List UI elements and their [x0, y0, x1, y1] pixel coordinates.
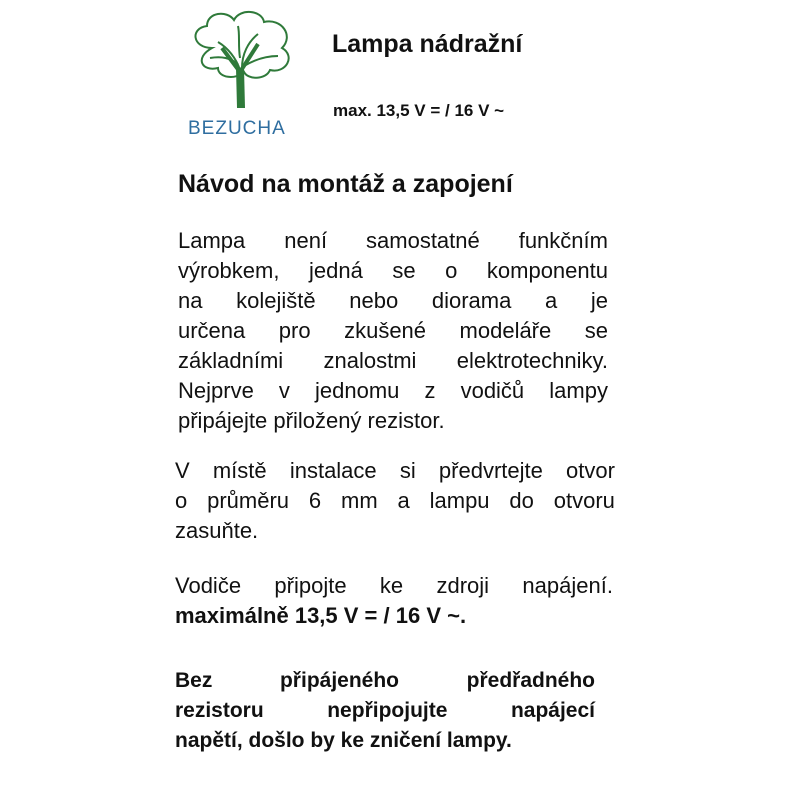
paragraph-line: na kolejiště nebo diorama a je: [178, 288, 608, 313]
company-logo: [182, 8, 300, 148]
max-voltage-line: maximálně 13,5 V = / 16 V ~.: [175, 603, 467, 628]
warning-line: Bez připájeného předřadného: [175, 669, 595, 692]
logo-text: BEZUCHA: [188, 118, 286, 139]
paragraph-line: Vodiče připojte ke zdroji napájení.: [175, 573, 613, 598]
paragraph-line: připájejte přiložený rezistor.: [178, 408, 445, 433]
paragraph-line: určena pro zkušené modeláře se: [178, 318, 608, 343]
paragraph-line: zasuňte.: [175, 518, 259, 543]
instructions-paragraph-3: [175, 571, 613, 631]
paragraph-line: Lampa není samostatné funkčním: [178, 228, 608, 253]
paragraph-line: základními znalostmi elektrotechniky.: [178, 348, 608, 373]
voltage-spec: max. 13,5 V = / 16 V ~: [333, 101, 505, 120]
paragraph-line: o průměru 6 mm a lampu do otvoru: [175, 488, 615, 513]
paragraph-line: Nejprve v jednomu z vodičů lampy: [178, 378, 608, 403]
instructions-heading: Návod na montáž a zapojení: [178, 170, 513, 198]
instructions-paragraph-1: [178, 226, 608, 436]
warning-line: napětí, došlo by ke zničení lampy.: [175, 729, 512, 752]
warning-line: rezistoru nepřipojujte napájecí: [175, 699, 595, 722]
warning-paragraph: [175, 666, 595, 756]
instructions-paragraph-2: [175, 456, 615, 546]
tree-icon: [182, 8, 300, 118]
paragraph-line: výrobkem, jedná se o komponentu: [178, 258, 608, 283]
paragraph-line: V místě instalace si předvrtejte otvor: [175, 458, 615, 483]
product-title: Lampa nádražní: [332, 30, 523, 58]
